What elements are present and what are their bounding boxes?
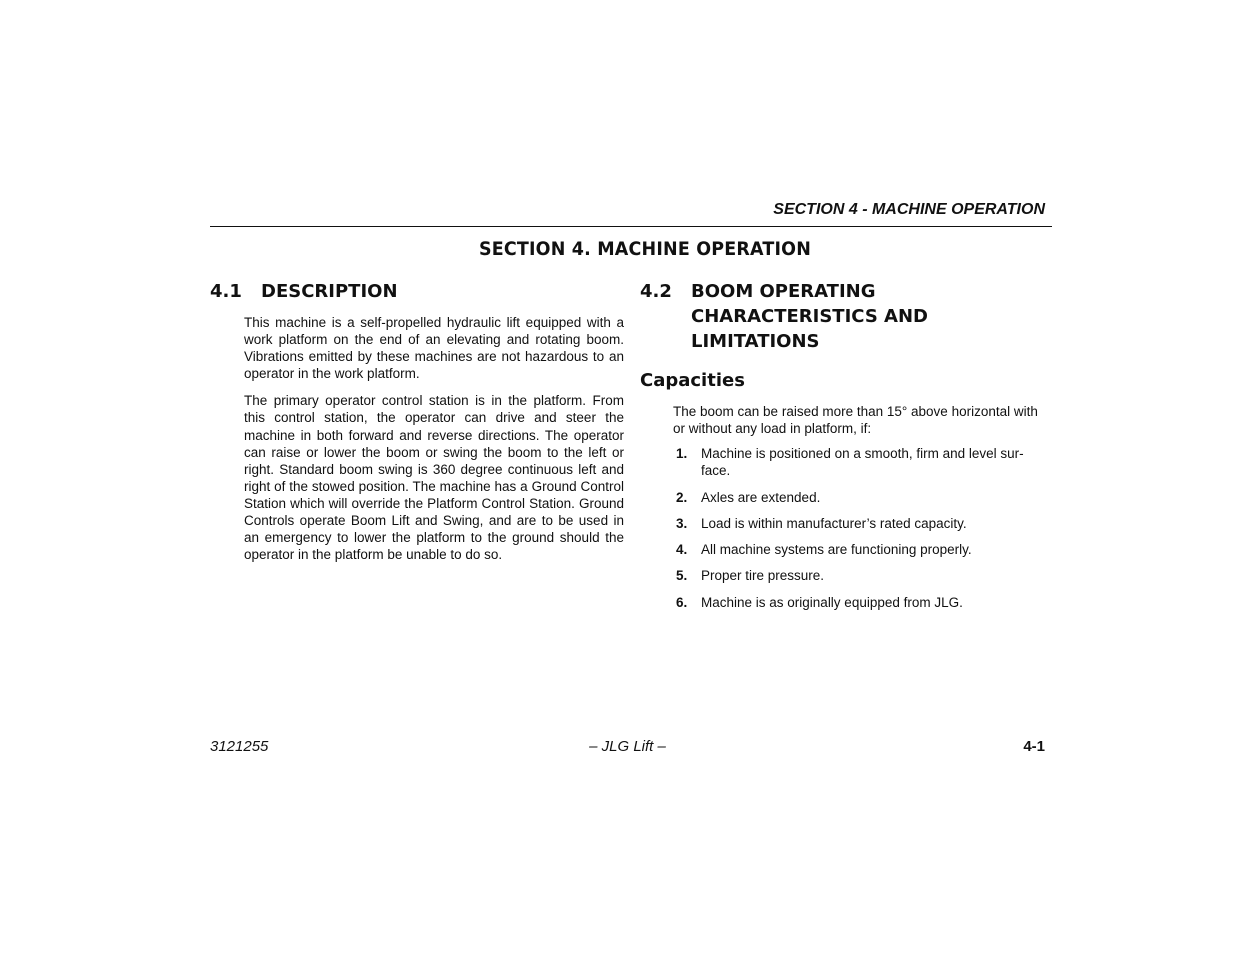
section-title: SECTION 4. MACHINE OPERATION	[478, 238, 812, 260]
list-item-number: 6.	[676, 594, 688, 610]
capacities-subheading: Capacities	[640, 370, 745, 391]
list-item	[673, 594, 1053, 611]
capacities-body	[673, 403, 1053, 611]
description-heading	[210, 279, 624, 304]
capacities-list	[673, 445, 1053, 611]
list-item	[673, 489, 1053, 506]
boom-heading	[640, 279, 1054, 354]
boom-heading-text: BOOM OPERATING CHARACTERISTICS AND LIMITATIONS	[691, 281, 928, 352]
footer-doc-number: 3121255	[210, 738, 269, 755]
list-item-text: Axles are extended.	[701, 489, 821, 505]
list-item-text: Proper tire pressure.	[701, 568, 825, 584]
list-item-text: Machine is positioned on a smooth, firm and level surface.	[701, 446, 1024, 479]
list-item-number: 1.	[676, 446, 688, 462]
list-item-number: 2.	[676, 489, 688, 505]
list-item	[673, 567, 1053, 584]
list-item-text: Machine is as originally equipped from JLG.	[701, 594, 963, 610]
footer-center-title: – JLG Lift –	[589, 738, 666, 755]
description-heading-number: 4.1	[210, 281, 242, 302]
description-paragraph: The primary operator control station is in the platform. From this control station, the operator can drive and steer the machine in both forward and reverse directions. The operator can raise or lower the boom or swing the boom to the left or right. Standard boom swing is 360 degree continuous left and right of the stowed position. The machine has a Ground Control Station which will override the Platform Control Station. Ground Controls operate Boom Lift and Swing, and are to be used in an emergency to lower the platform to the ground should the operator in the platform be unable to do so.	[244, 393, 624, 563]
list-item	[673, 445, 1053, 479]
description-paragraph: This machine is a self-propelled hydraulic lift equipped with a work platform on the end of an elevating and rotating boom. Vibrations emitted by these machines are not hazardous to an operator in the work platform.	[244, 315, 624, 382]
list-item	[673, 541, 1053, 558]
capacities-intro: The boom can be raised more than 15° above horizontal with or without any load in platform, if:	[673, 404, 1038, 437]
right-column	[640, 279, 1054, 620]
left-column	[210, 279, 624, 563]
list-item	[673, 515, 1053, 532]
list-item-text: All machine systems are functioning properly.	[701, 542, 972, 558]
list-item-text: Load is within manufacturer’s rated capacity.	[701, 515, 967, 531]
boom-heading-number: 4.2	[640, 281, 672, 302]
list-item-number: 3.	[676, 515, 688, 531]
list-item-number: 4.	[676, 542, 688, 558]
footer-page-number: 4-1	[1023, 738, 1045, 755]
list-item-number: 5.	[676, 568, 688, 584]
description-heading-text: DESCRIPTION	[261, 281, 398, 302]
running-header: SECTION 4 - MACHINE OPERATION	[773, 201, 1045, 218]
header-rule	[210, 226, 1052, 227]
description-body	[244, 314, 624, 563]
